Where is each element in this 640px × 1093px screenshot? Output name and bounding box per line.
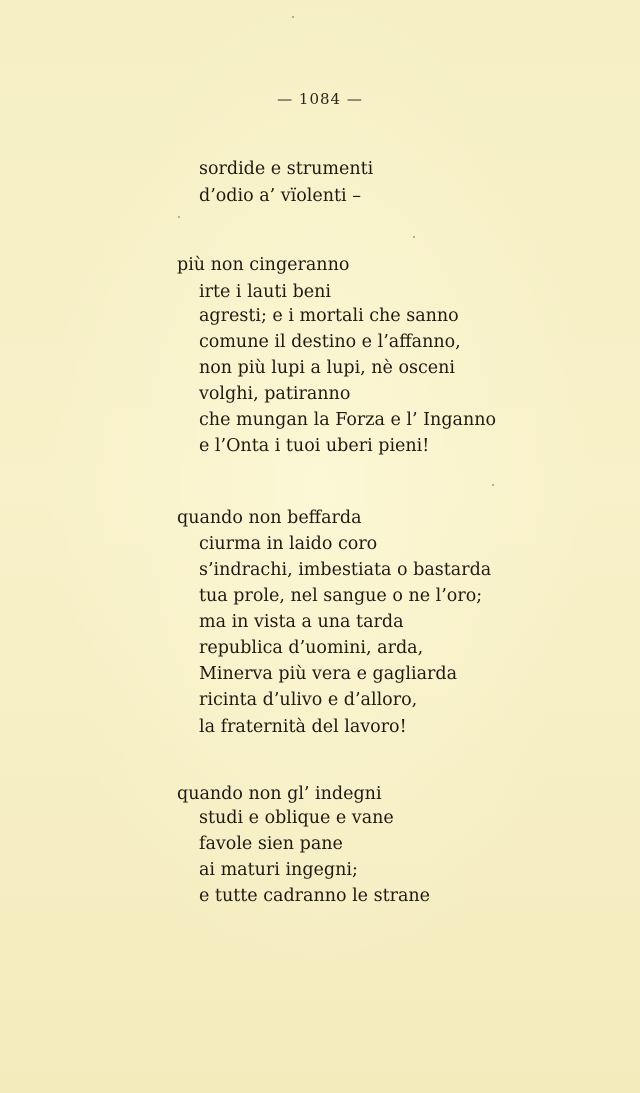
- poem-line: ciurma in laido coro: [199, 534, 378, 554]
- poem-line: tua prole, nel sangue o ne l’oro;: [199, 586, 483, 606]
- poem-line: Minerva più vera e gagliarda: [199, 664, 458, 684]
- poem-line: e tutte cadranno le strane: [199, 886, 431, 906]
- poem-line: s’indrachi, imbestiata o bastarda: [199, 560, 492, 580]
- poem-line: d’odio a’ vïolenti –: [199, 186, 361, 206]
- poem-line: che mungan la Forza e l’ Inganno: [199, 410, 497, 430]
- poem-line: sordide e strumenti: [199, 159, 374, 179]
- poem-line: ai maturi ingegni;: [199, 860, 358, 880]
- poem-line: e l’Onta i tuoi uberi pieni!: [199, 436, 430, 456]
- poem-line: più non cingeranno: [177, 255, 350, 275]
- poem-line: comune il destino e l’affanno,: [199, 332, 461, 352]
- poem-line: ma in vista a una tarda: [199, 612, 404, 632]
- poem-line: republica d’uomini, arda,: [199, 638, 424, 658]
- poem-line: irte i lauti beni: [199, 282, 331, 302]
- poem-line: quando non gl’ indegni: [177, 784, 382, 804]
- poem-line: ricinta d’ulivo e d’alloro,: [199, 690, 418, 710]
- poem-line: non più lupi a lupi, nè osceni: [199, 358, 456, 378]
- paper-speck: [178, 216, 180, 218]
- poem-line: la fraternità del lavoro!: [199, 717, 407, 737]
- poem-line: volghi, patiranno: [199, 384, 351, 404]
- paper-speck: [413, 236, 415, 238]
- poem-line: studi e oblique e vane: [199, 808, 394, 828]
- paper-speck: [292, 16, 294, 18]
- paper-speck: [492, 484, 494, 486]
- poem-line: agresti; e i mortali che sanno: [199, 306, 459, 326]
- poem-line: quando non beffarda: [177, 508, 362, 528]
- page-number: — 1084 —: [277, 90, 363, 108]
- poem-line: favole sien pane: [199, 834, 343, 854]
